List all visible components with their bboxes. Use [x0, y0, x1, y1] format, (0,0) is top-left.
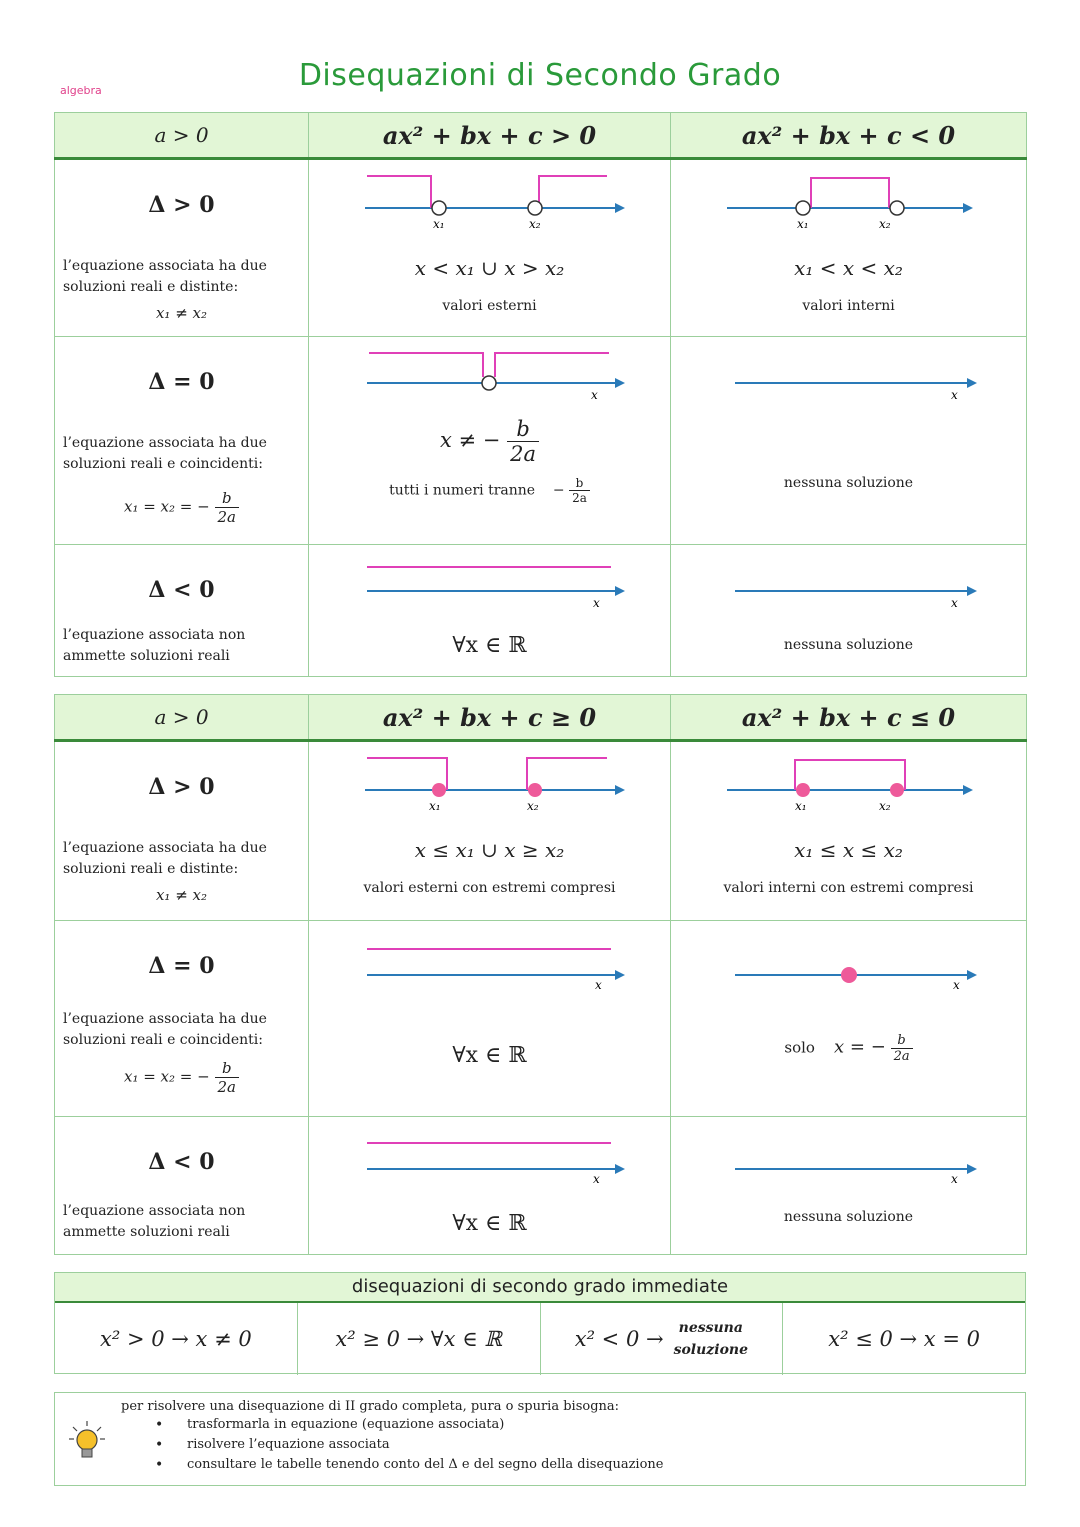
header-less-equal: ax² + bx + c ≤ 0 — [671, 695, 1027, 741]
sign-diagram — [309, 921, 671, 991]
brand-label: algebra — [60, 84, 102, 97]
header-greater-equal: ax² + bx + c ≥ 0 — [309, 695, 671, 741]
cell-ge-delta-negative: x ∀x ∈ ℝ — [309, 1117, 671, 1255]
strict-inequalities-table — [54, 112, 1027, 677]
sign-diagram — [309, 337, 671, 407]
x-label: x — [951, 388, 958, 402]
x-label: x — [593, 1172, 600, 1186]
immediate-item: x² < 0 → nessuna soluzione — [541, 1303, 784, 1375]
axis-diagram — [671, 1117, 1027, 1187]
x-label: x — [951, 1172, 958, 1186]
sign-diagram — [309, 160, 671, 240]
x-label: x — [591, 388, 598, 402]
cell-le-delta-zero: x solo x = − $\frac{b}{2a}$ — [671, 921, 1027, 1117]
cell-ge-delta-zero: x ∀x ∈ ℝ — [309, 921, 671, 1117]
list-item: • consultare le tabelle tenendo conto del Δ e del segno della disequazione — [167, 1455, 664, 1475]
immediate-inequalities — [54, 1272, 1026, 1374]
condition-delta-positive: Δ > 0 l’equazione associata ha due soluzioni reali e distinte: x₁ ≠ x₂ — [55, 159, 309, 337]
header-greater: ax² + bx + c > 0 — [309, 113, 671, 159]
header-a-positive: a > 0 — [55, 695, 309, 741]
x-label: x — [951, 596, 958, 610]
sign-diagram — [671, 921, 1027, 991]
x1-label: x₁ — [429, 799, 441, 813]
sign-diagram — [309, 742, 671, 822]
x1-label: x₁ — [795, 799, 807, 813]
axis-diagram — [671, 337, 1027, 407]
x1-label: x₁ — [433, 217, 445, 231]
x2-label: x₂ — [879, 217, 891, 231]
header-a-positive: a > 0 — [55, 113, 309, 159]
immediate-item: x² ≤ 0 → x = 0 — [828, 1327, 980, 1351]
sign-diagram — [671, 742, 1027, 822]
x2-label: x₂ — [879, 799, 891, 813]
x-label: x — [593, 596, 600, 610]
procedure-steps — [167, 1415, 664, 1475]
immediate-item: x² ≥ 0 → ∀x ∈ ℝ — [298, 1303, 541, 1375]
cell-le-delta-positive: x₁ x₂ x₁ ≤ x ≤ x₂ valori interni con estremi compresi — [671, 741, 1027, 921]
sign-diagram — [309, 545, 671, 613]
condition-delta-negative: Δ < 0 l’equazione associata non ammette soluzioni reali — [55, 1117, 309, 1255]
cell-gt-delta-positive: x₁ x₂ x < x₁ ∪ x > x₂ valori esterni — [309, 159, 671, 337]
cell-lt-delta-positive: x₁ x₂ x₁ < x < x₂ valori interni — [671, 159, 1027, 337]
immediate-title: disequazioni di secondo grado immediate — [55, 1273, 1025, 1303]
procedure-box — [54, 1392, 1026, 1486]
immediate-item: x² > 0 → x ≠ 0 — [55, 1303, 298, 1375]
cell-lt-delta-negative: x nessuna soluzione — [671, 545, 1027, 677]
list-item: • trasformarla in equazione (equazione associata) — [167, 1415, 664, 1435]
axis-diagram — [671, 545, 1027, 613]
cell-le-delta-negative: x nessuna soluzione — [671, 1117, 1027, 1255]
sign-diagram — [671, 160, 1027, 240]
sign-diagram — [309, 1117, 671, 1187]
cell-gt-delta-zero: x x ≠ − $\frac{b}{2a}$ tutti i numeri tranne − $\frac{b}{2a}$ — [309, 337, 671, 545]
page-title: Disequazioni di Secondo Grado — [298, 58, 782, 93]
cell-lt-delta-zero: x nessuna soluzione — [671, 337, 1027, 545]
x2-label: x₂ — [527, 799, 539, 813]
lightbulb-icon — [67, 1419, 107, 1463]
header-less: ax² + bx + c < 0 — [671, 113, 1027, 159]
procedure-intro: per risolvere una disequazione di II grado completa, pura o spuria bisogna: — [121, 1399, 620, 1414]
condition-delta-zero: Δ = 0 l’equazione associata ha due soluzioni reali e coincidenti: x₁ = x₂ = − $\frac{b}{2a}$ — [55, 337, 309, 545]
condition-delta-zero: Δ = 0 l’equazione associata ha due soluzioni reali e coincidenti: x₁ = x₂ = − $\frac{b}{2a}$ — [55, 921, 309, 1117]
condition-delta-positive: Δ > 0 l’equazione associata ha due soluzioni reali e distinte: x₁ ≠ x₂ — [55, 741, 309, 921]
x-label: x — [595, 978, 602, 991]
x2-label: x₂ — [529, 217, 541, 231]
x1-label: x₁ — [797, 217, 809, 231]
list-item: • risolvere l’equazione associata — [167, 1435, 664, 1455]
condition-delta-negative: Δ < 0 l’equazione associata non ammette soluzioni reali — [55, 545, 309, 677]
cell-ge-delta-positive: x₁ x₂ x ≤ x₁ ∪ x ≥ x₂ valori esterni con estremi compresi — [309, 741, 671, 921]
cell-gt-delta-negative: x ∀x ∈ ℝ — [309, 545, 671, 677]
x-label: x — [953, 978, 960, 991]
non-strict-inequalities-table — [54, 694, 1027, 1255]
